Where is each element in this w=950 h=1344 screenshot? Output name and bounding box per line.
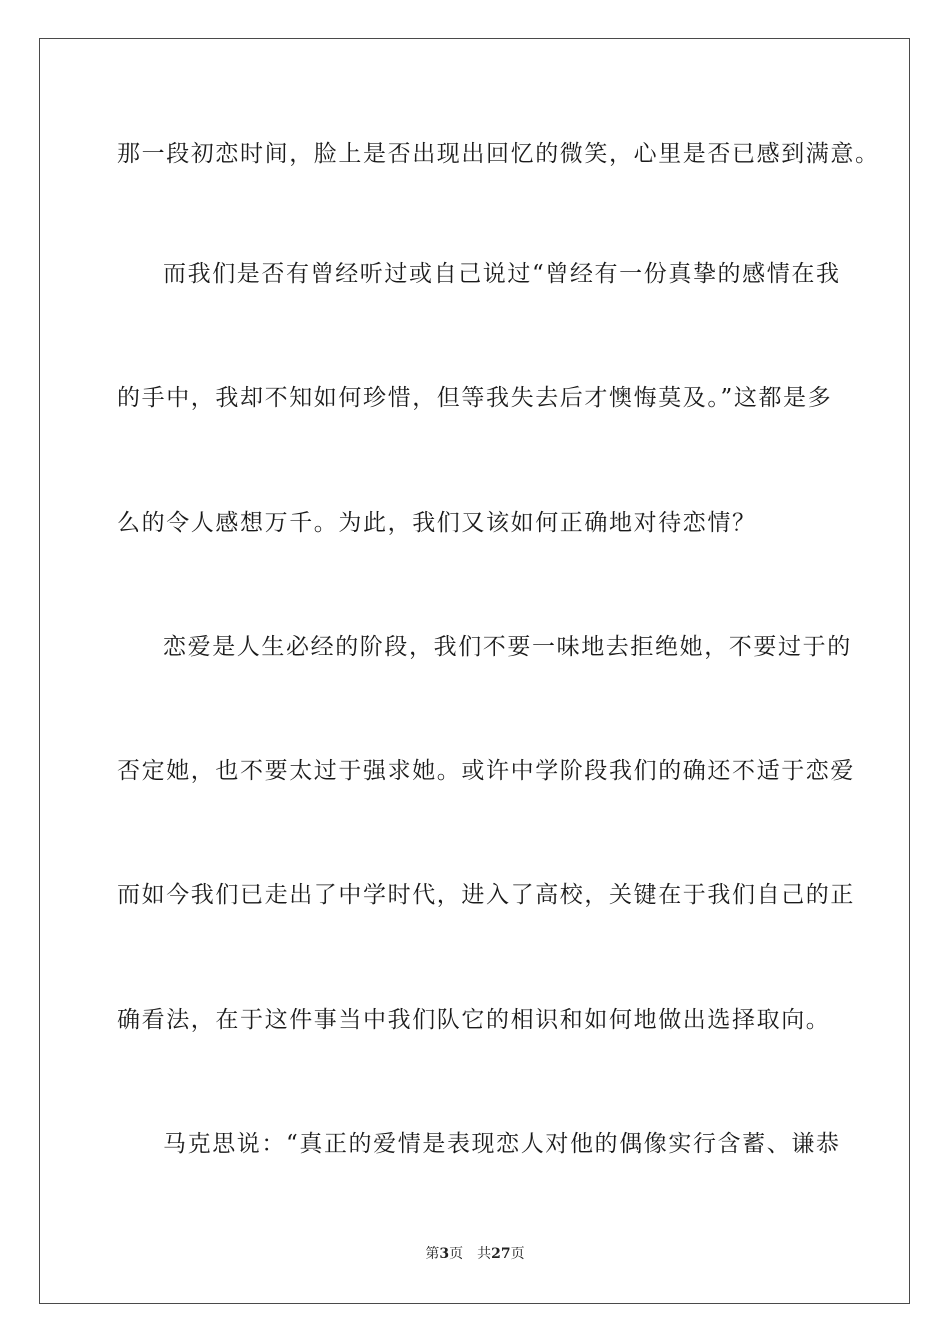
text-line-7: 而如今我们已走出了中学时代，进入了高校，关键在于我们自己的正 bbox=[117, 882, 855, 908]
footer-total-pages: 27 bbox=[491, 1246, 511, 1262]
page-footer bbox=[0, 1245, 950, 1263]
text-line-1: 那一段初恋时间，脸上是否出现出回忆的微笑，心里是否已感到满意。 bbox=[117, 141, 880, 167]
text-line-4: 么的令人感想万千。为此，我们又该如何正确地对待恋情？ bbox=[117, 510, 757, 536]
text-line-8: 确看法，在于这件事当中我们队它的相识和如何地做出选择取向。 bbox=[117, 1007, 831, 1033]
text-line-3: 的手中，我却不知如何珍惜，但等我失去后才懊悔莫及。”这都是多 bbox=[117, 385, 833, 411]
footer-total-suffix: 页 bbox=[510, 1246, 525, 1262]
text-line-6: 否定她，也不要太过于强求她。或许中学阶段我们的确还不适于恋爱 bbox=[117, 758, 855, 784]
text-line-5: 恋爱是人生必经的阶段，我们不要一味地去拒绝她，不要过于的 bbox=[163, 634, 852, 660]
footer-total-prefix: 共 bbox=[477, 1246, 492, 1262]
footer-page-prefix: 第 bbox=[425, 1246, 440, 1262]
text-line-9: 马克思说：“真正的爱情是表现恋人对他的偶像实行含蓄、谦恭 bbox=[163, 1131, 841, 1157]
text-line-2: 而我们是否有曾经听过或自己说过“曾经有一份真挚的感情在我 bbox=[163, 261, 841, 287]
page-border bbox=[39, 38, 910, 1304]
footer-page-number: 3 bbox=[439, 1246, 450, 1262]
footer-page-suffix: 页 bbox=[449, 1246, 464, 1262]
